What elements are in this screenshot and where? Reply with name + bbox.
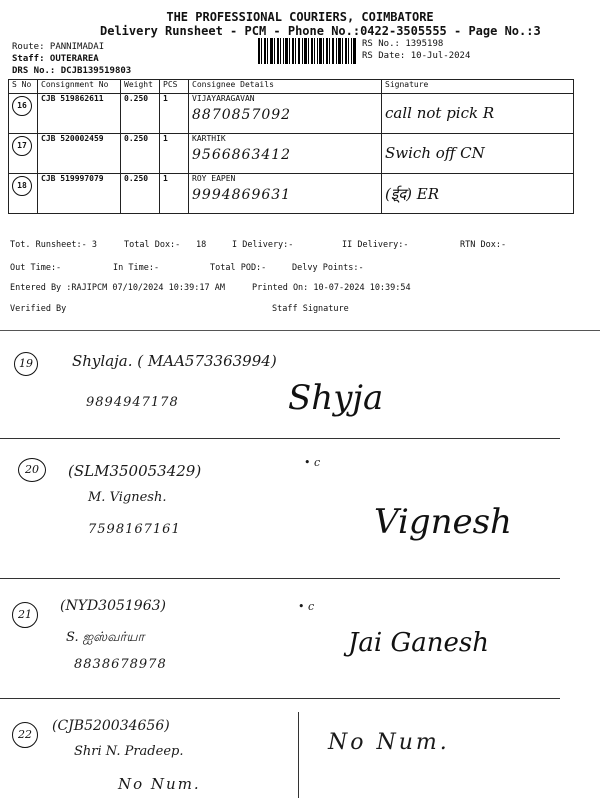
- signature-note: (ई्द) ER: [385, 185, 440, 203]
- weight-cell: 0.250: [121, 174, 160, 214]
- weight-cell: 0.250: [121, 94, 160, 134]
- col-header-consignee: Consignee Details: [189, 80, 382, 94]
- rs-no-label: RS No.: 1395198: [362, 39, 444, 49]
- entry-number: 19: [14, 352, 38, 376]
- table-row: [9, 94, 574, 134]
- tot-runsheet: Tot. Runsheet:- 3: [10, 240, 97, 250]
- entry-signature: Shyja: [288, 378, 384, 418]
- col-header-sno: S No: [9, 80, 38, 94]
- staff-label: Staff: OUTERAREA: [12, 54, 99, 64]
- i-delivery: I Delivery:-: [232, 240, 294, 250]
- entry-note: No Num.: [118, 775, 201, 793]
- entry-phone: 9894947178: [86, 395, 179, 410]
- pcs-cell: 1: [160, 134, 189, 174]
- entry-number: 21: [12, 602, 38, 628]
- divider-line: [0, 330, 600, 331]
- col-header-pcs: PCS: [160, 80, 189, 94]
- staff-signature: Staff Signature: [272, 304, 349, 314]
- printed-on: Printed On: 10-07-2024 10:39:54: [252, 283, 411, 293]
- signature-note: Swich off CN: [385, 144, 485, 162]
- mark-dot-c: • c: [304, 456, 321, 469]
- entry-code: (CJB520034656): [52, 718, 170, 734]
- vertical-divider: [298, 712, 299, 798]
- entry-signature: No Num.: [328, 730, 450, 755]
- table-row: [9, 134, 574, 174]
- mark-dot-c: • c: [298, 600, 315, 613]
- consignee-cell: [189, 94, 382, 134]
- verified-by: Verified By: [10, 304, 67, 314]
- ii-delivery: II Delivery:-: [342, 240, 409, 250]
- consignee-name: VIJAYARAGAVAN: [192, 94, 255, 103]
- col-header-signature: Signature: [382, 80, 574, 94]
- in-time: In Time:-: [113, 263, 160, 273]
- entry-signature: Vignesh: [374, 502, 512, 542]
- col-header-consignment: Consignment No: [38, 80, 121, 94]
- out-time: Out Time:-: [10, 263, 62, 273]
- pcs-cell: 1: [160, 94, 189, 134]
- divider-line: [0, 438, 560, 439]
- sno-cell: [9, 134, 38, 174]
- sno-cell: [9, 174, 38, 214]
- drs-label: DRS No.: DCJB139519803: [12, 66, 132, 76]
- entry-phone: 7598167161: [88, 522, 181, 537]
- entry-code: (NYD3051963): [60, 598, 166, 614]
- entry-code: (SLM350053429): [68, 462, 202, 480]
- runsheet-table: [8, 79, 574, 214]
- entry-phone: 8838678978: [74, 657, 167, 672]
- consignee-name: ROY EAPEN: [192, 174, 236, 183]
- signature-note: call not pick R: [385, 104, 495, 122]
- total-dox-label: Total Dox:-: [124, 240, 181, 250]
- sno-value: 18: [12, 176, 32, 196]
- total-dox-value: 18: [196, 240, 207, 250]
- signature-cell: [382, 134, 574, 174]
- pcs-cell: 1: [160, 174, 189, 214]
- col-header-weight: Weight: [121, 80, 160, 94]
- entry-name: M. Vignesh.: [88, 490, 167, 505]
- consignee-phone: 9994869631: [192, 187, 292, 203]
- entry-name-code: Shylaja. ( MAA573363994): [72, 352, 277, 370]
- divider-line: [0, 578, 560, 579]
- table-header-row: [9, 80, 574, 94]
- total-pod: Total POD:-: [210, 263, 267, 273]
- entry-name: Shri N. Pradeep.: [74, 744, 184, 759]
- route-label: Route: PANNIMADAI: [12, 42, 105, 52]
- consignee-phone: 8870857092: [192, 107, 292, 123]
- consignment-cell: CJB 519862611: [38, 94, 121, 134]
- rtn-dox: RTN Dox:-: [460, 240, 507, 250]
- sno-value: 17: [12, 136, 32, 156]
- company-title: THE PROFESSIONAL COURIERS, COIMBATORE: [166, 10, 434, 24]
- consignee-name: KARTHIK: [192, 134, 226, 143]
- sno-cell: [9, 94, 38, 134]
- weight-cell: 0.250: [121, 134, 160, 174]
- consignment-cell: CJB 519997079: [38, 174, 121, 214]
- signature-cell: [382, 94, 574, 134]
- barcode-image: [258, 38, 356, 64]
- table-row: [9, 174, 574, 214]
- delvy-points: Delvy Points:-: [292, 263, 364, 273]
- rs-date-label: RS Date: 10-Jul-2024: [362, 51, 471, 61]
- divider-line: [0, 698, 560, 699]
- sno-value: 16: [12, 96, 32, 116]
- entry-number: 22: [12, 722, 38, 748]
- consignment-cell: CJB 520002459: [38, 134, 121, 174]
- entry-signature: Jai Ganesh: [348, 628, 489, 658]
- consignee-phone: 9566863412: [192, 147, 292, 163]
- consignee-cell: [189, 174, 382, 214]
- entry-name: S. ஐஸ்வர்யா: [66, 630, 145, 645]
- signature-cell: [382, 174, 574, 214]
- consignee-cell: [189, 134, 382, 174]
- runsheet-subtitle: Delivery Runsheet - PCM - Phone No.:0422-3505555 - Page No.:3: [100, 24, 541, 38]
- entered-by: Entered By :RAJIPCM 07/10/2024 10:39:17 AM: [10, 283, 225, 293]
- entry-number: 20: [18, 458, 46, 482]
